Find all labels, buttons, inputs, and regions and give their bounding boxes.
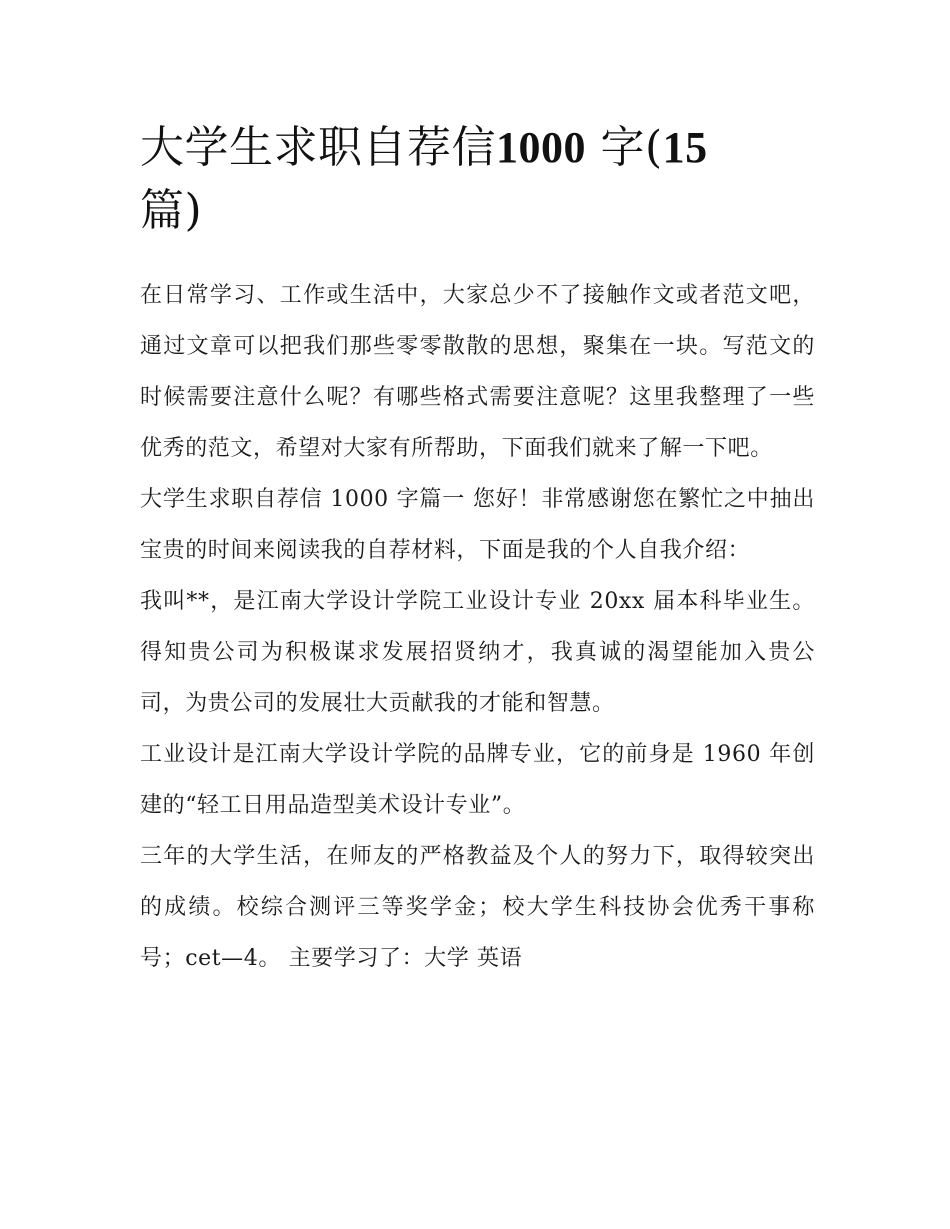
paragraph-greeting: 大学生求职自荐信 1000 字篇一 您好！非常感谢您在繁忙之中抽出宝贵的时间来阅读我的自荐材料，下面是我的个人自我介绍：: [140, 487, 815, 563]
title-number-2: 15: [662, 123, 708, 172]
paragraph-major: 工业设计是江南大学设计学院的品牌专业，它的前身是 1960 年创建的“轻工日用品造型美术设计专业”。: [140, 742, 815, 818]
title-number-1: 1000: [496, 123, 586, 172]
title-text-3: 篇): [140, 185, 203, 236]
document-title: [140, 116, 815, 242]
document-content: [140, 116, 815, 984]
paragraph-achievements: 三年的大学生活，在师友的严格教益及个人的努力下，取得较突出的成绩。校综合测评三等奖学金；校大学生科技协会优秀干事称号；cet—4。 主要学习了：大学 英语: [140, 844, 815, 971]
title-text-2: 字(: [600, 122, 663, 173]
paragraph-intro: 在日常学习、工作或生活中，大家总少不了接触作文或者范文吧，通过文章可以把我们那些零零散散的思想，聚集在一块。写范文的时候需要注意什么呢？有哪些格式需要注意呢？这里我整理了一些优秀的范文，希望对大家有所帮助，下面我们就来了解一下吧。: [140, 283, 815, 461]
paragraph-self-intro: 我叫**，是江南大学设计学院工业设计专业 20xx 届本科毕业生。得知贵公司为积极谋求发展招贤纳才，我真诚的渴望能加入贵公司，为贵公司的发展壮大贡献我的才能和智慧。: [140, 589, 815, 716]
title-text-1: 大学生求职自荐信: [140, 122, 496, 173]
